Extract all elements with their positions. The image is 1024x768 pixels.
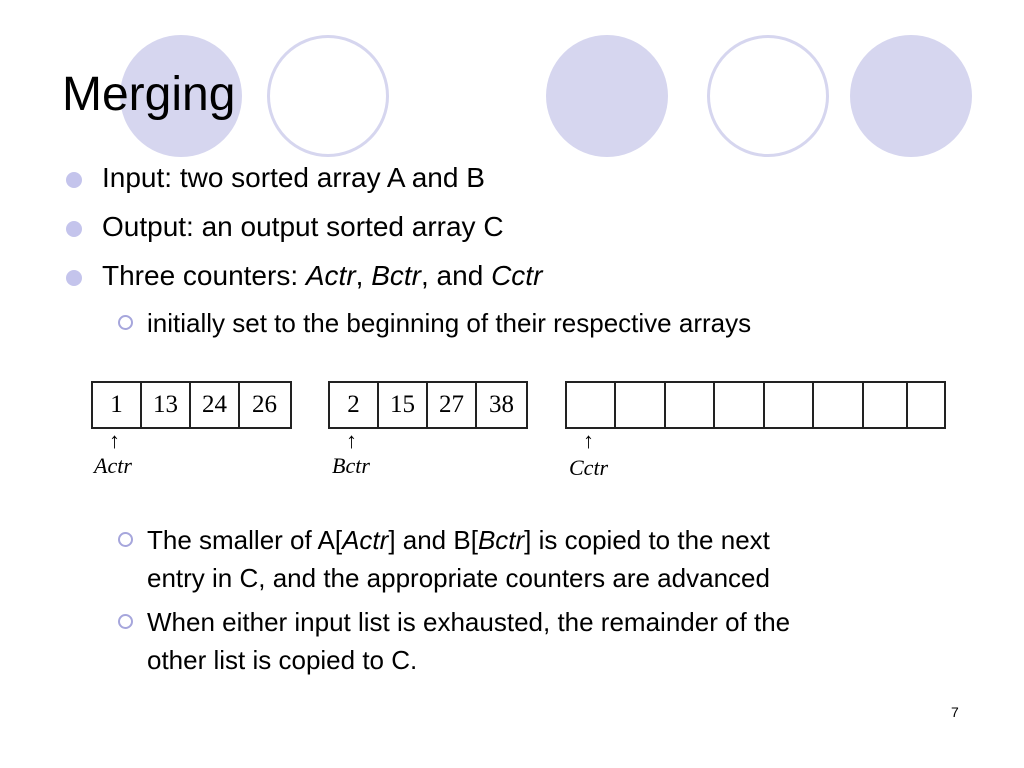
text-part: ] is copied to the next	[524, 525, 770, 555]
decorative-circle-3	[546, 35, 668, 157]
counter-bctr: Bctr	[371, 260, 421, 291]
pointer-label: Cctr	[569, 455, 609, 480]
up-arrow-icon: ↑	[346, 428, 357, 453]
array-b-cell: 2	[330, 383, 379, 427]
counter-actr: Actr	[305, 260, 356, 291]
counter-bctr: Bctr	[477, 525, 525, 555]
array-a-cell: 26	[252, 391, 277, 418]
array-c-cell	[908, 383, 944, 427]
array-c-cell	[666, 383, 715, 427]
bullet-text-part: Three counters:	[102, 260, 306, 291]
array-c-cell	[864, 383, 909, 427]
array-c	[565, 381, 946, 429]
bullet-dot-icon	[66, 172, 82, 188]
pointer-label: Bctr	[332, 453, 370, 478]
array-c-cell	[765, 383, 814, 427]
sub-bullet-text	[147, 521, 770, 559]
array-a-cell: 13	[142, 383, 191, 427]
bullet-ring-icon	[118, 614, 133, 629]
array-c-cell	[567, 383, 616, 427]
sub-bullet-text: other list is copied to C.	[147, 645, 418, 675]
array-a-cell: 1	[93, 383, 142, 427]
array-b-cell: 27	[428, 383, 477, 427]
text-part: The smaller of A[	[147, 525, 343, 555]
decorative-circle-4	[707, 35, 829, 157]
bullet-dot-icon	[66, 270, 82, 286]
bullet-ring-icon	[118, 532, 133, 547]
bullet-text-part: , and	[421, 260, 492, 291]
array-b	[328, 381, 528, 429]
bullet-text: Output: an output sorted array C	[102, 211, 504, 242]
bullet-ring-icon	[118, 315, 133, 330]
bullet-text-part: ,	[355, 260, 372, 291]
counter-cctr: Cctr	[491, 260, 543, 291]
bullet-text	[102, 259, 542, 293]
page-number: 7	[951, 704, 959, 720]
decorative-circle-2	[267, 35, 389, 157]
array-b-cell: 38	[489, 391, 514, 418]
counter-actr: Actr	[342, 525, 389, 555]
slide-title: Merging	[62, 68, 236, 121]
array-b-cell: 15	[379, 383, 428, 427]
sub-bullet-text: entry in C, and the appropriate counters are advanced	[147, 563, 770, 593]
bullet-text: Input: two sorted array A and B	[102, 162, 485, 193]
array-c-cell	[814, 383, 863, 427]
up-arrow-icon: ↑	[109, 428, 120, 453]
array-a-cell: 24	[191, 383, 240, 427]
array-c-cell	[715, 383, 764, 427]
sub-bullet-text: When either input list is exhausted, the remainder of the	[147, 607, 791, 637]
decorative-circle-5	[850, 35, 972, 157]
array-a	[91, 381, 292, 429]
array-c-cell	[616, 383, 665, 427]
up-arrow-icon: ↑	[583, 428, 594, 453]
pointer-label: Actr	[94, 453, 132, 478]
text-part: ] and B[	[388, 525, 478, 555]
bullet-dot-icon	[66, 221, 82, 237]
sub-bullet-text: initially set to the beginning of their respective arrays	[147, 308, 752, 338]
